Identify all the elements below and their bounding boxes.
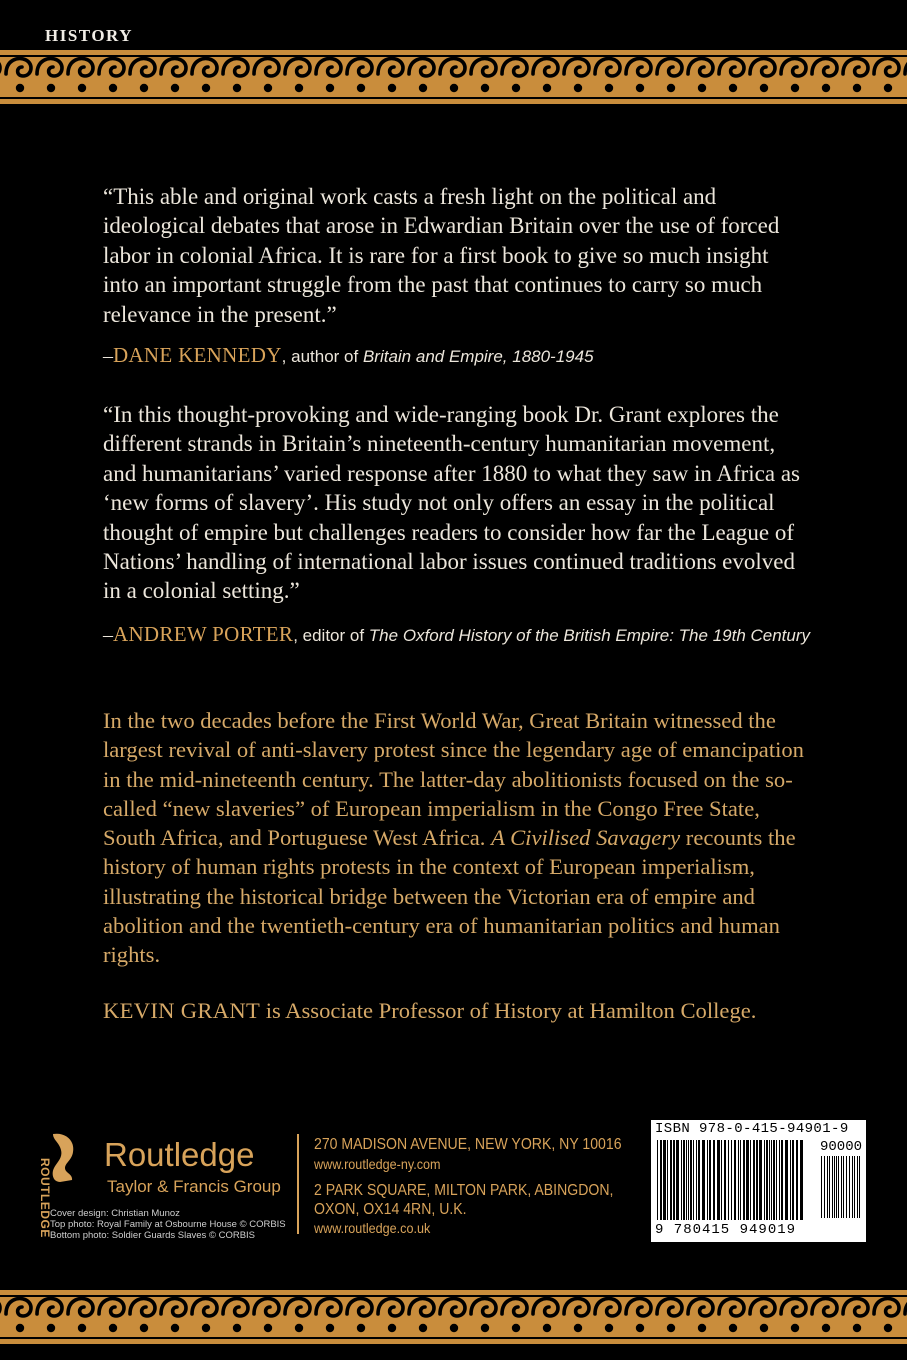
barcode-bar: [759, 1140, 762, 1220]
book-title: A Civilised Savagery: [491, 825, 681, 851]
description-text-after: recounts the history of human rights protests in the context of European imperialism, illustrating the historical bridge between the Victorian era of empire and abolition and the twentieth-century era of humanitarian politics and human rights.: [103, 825, 796, 968]
barcode-bar: [743, 1140, 745, 1220]
us-website: www.routledge-ny.com: [314, 1156, 441, 1172]
barcode-bar: [829, 1156, 830, 1218]
reviewer-work-title: The Oxford History of the British Empire: The 19th Century: [368, 626, 811, 645]
barcode-bar: [734, 1140, 736, 1220]
price-barcode: [820, 1156, 862, 1220]
barcode-bar: [667, 1140, 668, 1220]
barcode-bar: [859, 1156, 860, 1218]
attribution-dash: –: [103, 624, 113, 646]
barcode-bar: [821, 1156, 822, 1218]
barcode-bar: [766, 1140, 768, 1220]
barcode-bar: [746, 1140, 749, 1220]
reviewer-work-title: Britain and Empire, 1880-1945: [362, 347, 594, 366]
barcode-bar: [663, 1140, 666, 1220]
review-attribution-2: [103, 622, 883, 647]
uk-address-line-2: OXON, OX14 4RN, U.K.: [314, 1201, 467, 1218]
bottom-ornamental-border: [0, 1290, 907, 1344]
barcode-bar: [724, 1140, 726, 1220]
barcode-bar: [688, 1140, 689, 1220]
review-quote-1: “This able and original work casts a fresh light on the political and ideological debates that arose in Edwardian Britain over the use of forced labor in colonial Africa. It is rare for a first book to give so much insight into an important struggle from the past that continues to carry so much relevance in the present.”: [103, 184, 780, 327]
author-bio-text: is Associate Professor of History at Hamilton College.: [260, 998, 757, 1023]
publisher-group: Taylor & Francis Group: [107, 1177, 281, 1196]
barcode-bar: [764, 1140, 765, 1220]
routledge-logo-wordmark: ROUTLEDGE: [38, 1158, 52, 1238]
barcode-bar: [832, 1156, 833, 1218]
barcode-bar: [773, 1140, 775, 1220]
ean-number: 9 780415 949019: [655, 1222, 797, 1238]
barcode-bar: [776, 1140, 777, 1220]
barcode-bar: [753, 1140, 755, 1220]
barcode-bar: [836, 1156, 837, 1218]
barcode-bar: [779, 1140, 780, 1220]
barcode-bar: [657, 1140, 658, 1220]
barcode-bar: [702, 1140, 705, 1220]
author-bio: [103, 998, 843, 1024]
barcode-bar: [740, 1140, 741, 1220]
price-code: 90000: [820, 1139, 863, 1155]
barcode-bar: [728, 1140, 729, 1220]
barcode-bar: [796, 1140, 798, 1220]
review-attribution-1: [103, 343, 883, 368]
reviewer-role: , author of: [281, 347, 363, 366]
book-description: [103, 706, 813, 970]
author-name: KEVIN GRANT: [103, 998, 261, 1023]
barcode-bar: [854, 1156, 855, 1218]
barcode-bar: [681, 1140, 682, 1220]
credit-cover-design: Cover design: Christian Munoz: [50, 1208, 180, 1219]
barcode-bar: [717, 1140, 720, 1220]
barcode-bar: [852, 1156, 853, 1218]
credit-bottom-photo: Bottom photo: Soldier Guards Slaves © CORBIS: [50, 1230, 256, 1241]
barcode-bar: [781, 1140, 783, 1220]
barcode-bar: [792, 1140, 794, 1220]
barcode-bar: [771, 1140, 772, 1220]
barcode-bar: [769, 1140, 770, 1220]
barcode-bar: [738, 1140, 739, 1220]
barcode-bar: [673, 1140, 675, 1220]
ornament-pattern: [0, 50, 907, 104]
ean-barcode: [656, 1140, 806, 1222]
barcode-bar: [696, 1140, 697, 1220]
barcode-bar: [824, 1156, 825, 1218]
barcode-bar: [690, 1140, 692, 1220]
publisher-divider: [297, 1134, 299, 1234]
review-quote-2: “In this thought-provoking and wide-ranging book Dr. Grant explores the different strands in Britain’s nineteenth-century humanitarian movement, and humanitarians’ varied response after 1880 to what they saw in Africa as ‘new forms of slavery’. His study not only offers an essay in the political thought of empire but challenges readers to consider how far the League of Nations’ handling of international labor issues continued traditions evolved in a colonial setting.”: [103, 402, 801, 604]
barcode-bar: [827, 1156, 828, 1218]
barcode-bar: [838, 1156, 839, 1218]
barcode-bar: [800, 1140, 803, 1220]
reviewer-role: , editor of: [293, 626, 369, 645]
barcode-bar: [686, 1140, 687, 1220]
barcode-bar: [707, 1140, 708, 1220]
barcode-bar: [834, 1156, 835, 1218]
description-text-before: In the two decades before the First World War, Great Britain witnessed the largest revival of anti-slavery protest since the legendary age of emancipation in the mid-nineteenth century. The latter-day abolitionists focused on the so-called “new slaveries” of European imperialism in the Congo Free State, South Africa, and Portuguese West Africa.: [103, 708, 804, 851]
top-ornamental-border: [0, 50, 907, 104]
us-address: 270 MADISON AVENUE, NEW YORK, NY 10016: [314, 1136, 622, 1153]
credit-top-photo: Top photo: Royal Family at Osbourne House © CORBIS: [50, 1219, 286, 1230]
category-label: HISTORY: [45, 26, 134, 45]
barcode-bar: [731, 1140, 732, 1220]
barcode-bar: [857, 1156, 858, 1218]
barcode-bar: [790, 1140, 791, 1220]
barcode-bar: [843, 1156, 844, 1218]
isbn-number: ISBN 978-0-415-94901-9: [655, 1121, 849, 1137]
uk-website: www.routledge.co.uk: [314, 1220, 431, 1236]
barcode-bar: [750, 1140, 751, 1220]
barcode-bar: [670, 1140, 672, 1220]
uk-address-line-1: 2 PARK SQUARE, MILTON PARK, ABINGDON,: [314, 1182, 614, 1199]
reviewer-name: DANE KENNEDY: [113, 343, 282, 367]
barcode-bar: [693, 1140, 694, 1220]
reviewer-name: ANDREW PORTER: [113, 622, 294, 646]
ornament-pattern: [0, 1290, 907, 1344]
barcode-bar: [846, 1156, 847, 1218]
barcode-bar: [660, 1140, 662, 1220]
publisher-name: Routledge: [104, 1136, 255, 1173]
barcode-bar: [709, 1140, 711, 1220]
barcode-bar: [698, 1140, 700, 1220]
barcode-bar: [785, 1140, 788, 1220]
barcode-bar: [713, 1140, 715, 1220]
barcode-bar: [683, 1140, 685, 1220]
barcode-bar: [849, 1156, 850, 1218]
barcode-bar: [841, 1156, 842, 1218]
barcode-bar: [676, 1140, 679, 1220]
barcode-bar: [721, 1140, 722, 1220]
barcode-bar: [756, 1140, 758, 1220]
attribution-dash: –: [103, 345, 113, 367]
